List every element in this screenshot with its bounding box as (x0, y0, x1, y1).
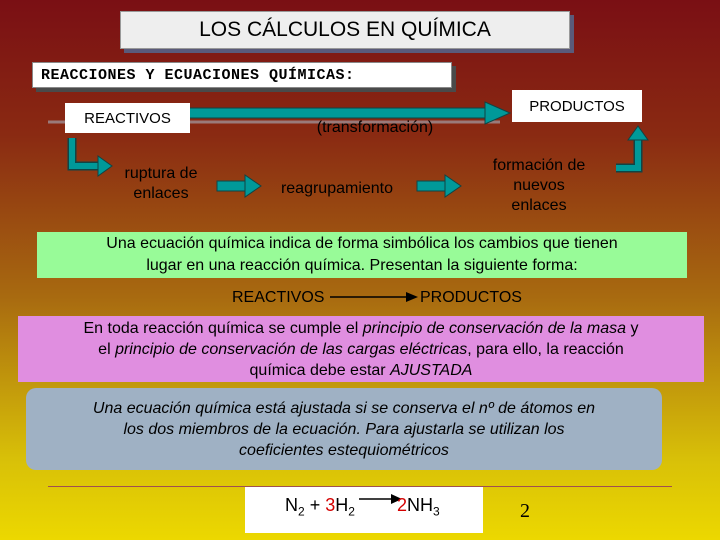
conservacion-box (18, 316, 704, 382)
ecuacion-line1: Una ecuación química indica de forma simbólica los cambios que tienen (106, 235, 618, 252)
right-arrow-icon (215, 174, 265, 198)
equation-reactants (285, 495, 355, 519)
ecuacion-definition-box (37, 232, 687, 278)
conservacion-ajustada: AJUSTADA (390, 361, 473, 379)
equation-nh-sub: 3 (433, 504, 440, 519)
ecuacion-line2: lugar en una reacción química. Presentan la siguiente forma: (146, 257, 578, 274)
equation-coef-h: 3 (325, 495, 336, 515)
transformacion-label: (transformación) (316, 119, 434, 136)
ajustada-box (26, 388, 662, 470)
equation-nh: NH (407, 495, 434, 515)
reactivos-label: REACTIVOS (84, 109, 171, 127)
ajustada-line3: coeficientes estequiométricos (239, 441, 449, 459)
right-arrow-icon (415, 174, 465, 198)
equation-box (245, 487, 483, 533)
equation-h: H (335, 495, 349, 515)
reactivos-box (65, 103, 190, 133)
conservacion-text-4: , para ello, la reacción (467, 340, 624, 358)
formacion-text (474, 156, 604, 216)
ruptura-line2: enlaces (133, 185, 189, 202)
conservacion-text-3: el (98, 340, 116, 358)
conservacion-text-1: En toda reacción química se cumple el (83, 319, 363, 337)
page-title: LOS CÁLCULOS EN QUÍMICA (120, 11, 570, 49)
forma-reactivos: REACTIVOS (232, 289, 325, 306)
equation-products (397, 495, 440, 519)
conservacion-text-5: química debe estar (249, 361, 391, 379)
equation-plus: + (304, 495, 326, 515)
equation-h-sub: 2 (348, 504, 355, 519)
forma-productos: PRODUCTOS (420, 289, 522, 306)
section-subtitle: REACCIONES Y ECUACIONES QUÍMICAS: (32, 62, 452, 88)
ajustada-line2: los dos miembros de la ecuación. Para ajustarla se utilizan los (123, 420, 565, 438)
equation-n: N (285, 495, 298, 515)
elbow-arrow-icon (612, 124, 652, 176)
conservacion-text-2: y (626, 319, 639, 337)
reagrupamiento-label: reagrupamiento (280, 180, 394, 197)
page-number: 2 (520, 500, 530, 522)
formacion-line1: formación de (492, 157, 586, 174)
formacion-line3: enlaces (511, 197, 567, 214)
productos-label: PRODUCTOS (529, 97, 625, 115)
conservacion-cargas: principio de conservación de las cargas eléctricas (115, 340, 468, 358)
formacion-line2: nuevos (513, 177, 565, 194)
ruptura-line1: ruptura de (124, 165, 198, 182)
ajustada-line1: Una ecuación química está ajustada si se conserva el nº de átomos en (92, 399, 596, 417)
right-arrow-icon (330, 290, 420, 304)
equation-n-sub: 2 (298, 504, 305, 519)
ruptura-text (102, 164, 220, 204)
equation-coef-nh: 2 (397, 495, 408, 515)
productos-box (512, 90, 642, 122)
conservacion-masa: principio de conservación de la masa (362, 319, 627, 337)
